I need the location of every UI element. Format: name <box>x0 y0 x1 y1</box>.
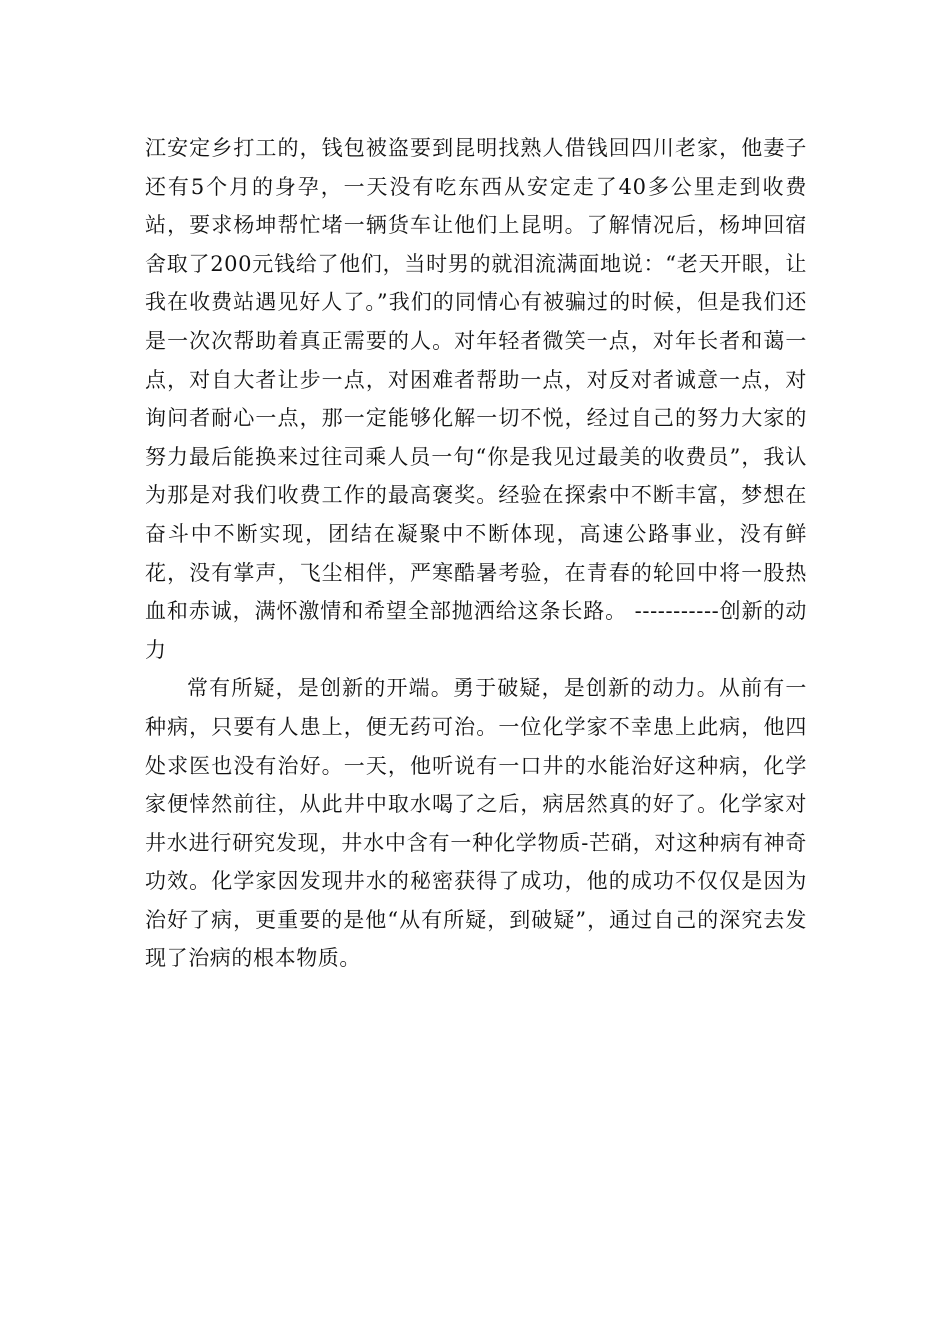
paragraph-continued: 江安定乡打工的，钱包被盗要到昆明找熟人借钱回四川老家，他妻子还有5个月的身孕，一天没有吃东西从安定走了40多公里走到收费站，要求杨坤帮忙堵一辆货车让他们上昆明。了解情况后，杨坤回宿舍取了200元钱给了他们，当时男的就泪流满面地说：“老天开眼，让我在收费站遇见好人了。”我们的同情心有被骗过的时候，但是我们还是一次次帮助着真正需要的人。对年轻者微笑一点，对年长者和蔼一点，对自大者让步一点，对困难者帮助一点，对反对者诚意一点，对询问者耐心一点，那一定能够化解一切不悦，经过自己的努力大家的努力最后能换来过往司乘人员一句“你是我见过最美的收费员”，我认为那是对我们收费工作的最高褒奖。经验在探索中不断丰富，梦想在奋斗中不断实现，团结在凝聚中不断体现，高速公路事业，没有鲜花，没有掌声，飞尘相伴，严寒酷暑考验，在青春的轮回中将一股热血和赤诚，满怀激情和希望全部抛洒给这条长路。 -----------创新的动力 <box>145 136 807 662</box>
document-body <box>145 129 807 978</box>
paragraph-innovation: 常有所疑，是创新的开端。勇于破疑，是创新的动力。从前有一种病，只要有人患上，便无药可治。一位化学家不幸患上此病，他四处求医也没有治好。一天，他听说有一口井的水能治好这种病，化学家便悻然前往，从此井中取水喝了之后，病居然真的好了。化学家对井水进行研究发现，井水中含有一种化学物质-芒硝，对这种病有神奇功效。化学家因发现井水的秘密获得了成功，他的成功不仅仅是因为治好了病，更重要的是他“从有所疑，到破疑”，通过自己的深究去发现了治病的根本物质。 <box>145 676 807 971</box>
